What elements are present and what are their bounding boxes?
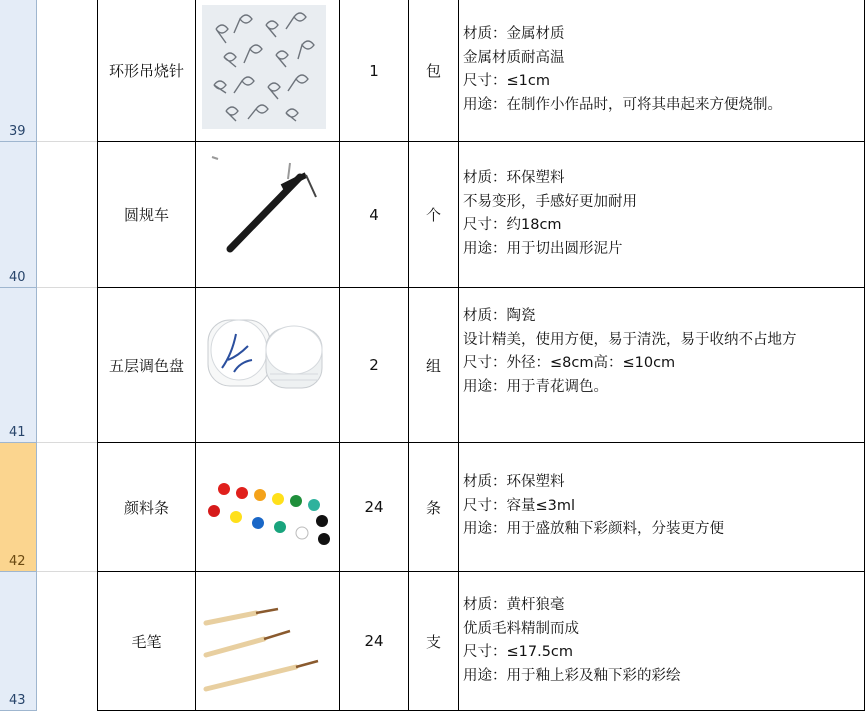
quantity: 4	[369, 205, 379, 224]
row-header-42[interactable]	[0, 443, 37, 572]
palette-stack-image	[204, 310, 334, 400]
item-image-cell[interactable]	[196, 0, 340, 142]
quantity-cell[interactable]	[340, 572, 409, 711]
quantity-cell[interactable]	[340, 443, 409, 572]
quantity: 24	[364, 498, 384, 516]
description-line: 用途：用于釉上彩及釉下彩的彩绘	[463, 667, 681, 684]
unit-cell[interactable]	[409, 443, 459, 572]
quantity-cell[interactable]	[340, 288, 409, 443]
description-line: 用途：在制作小作品时，可将其串起来方便烧制。	[463, 96, 782, 113]
row-header-43[interactable]	[0, 572, 37, 711]
quantity: 2	[369, 356, 379, 374]
description-line: 材质：金属材质	[463, 26, 565, 42]
gridline	[37, 287, 97, 288]
row-header-39[interactable]	[0, 0, 37, 142]
quantity: 1	[369, 61, 379, 80]
unit-cell[interactable]	[409, 142, 459, 288]
row-number: 43	[9, 693, 26, 708]
item-image-cell[interactable]	[196, 288, 340, 443]
gridline	[37, 571, 97, 572]
description-cell[interactable]	[459, 443, 865, 572]
description-line: 尺寸：外径：≤8cm高：≤10cm	[463, 355, 676, 371]
description-line: 尺寸：约18cm	[463, 217, 562, 233]
description-line: 优质毛料精制而成	[463, 620, 579, 637]
row-number: 41	[9, 425, 26, 440]
description-line: 材质：陶瓷	[463, 308, 536, 324]
description-cell[interactable]	[459, 572, 865, 711]
item-image-cell[interactable]	[196, 572, 340, 711]
item-name-cell[interactable]	[98, 0, 196, 142]
unit: 个	[425, 206, 441, 224]
quantity-cell[interactable]	[340, 0, 409, 142]
unit: 包	[425, 62, 441, 80]
gridline	[37, 141, 97, 142]
description-line: 材质：黄杆狼毫	[463, 597, 565, 613]
item-image-cell[interactable]	[196, 443, 340, 572]
description-line: 尺寸：容量≤3ml	[463, 497, 576, 514]
item-name-cell[interactable]	[98, 288, 196, 443]
description-cell[interactable]	[459, 142, 865, 288]
compass-cutter-image	[198, 145, 338, 285]
item-name-cell[interactable]	[98, 443, 196, 572]
gridline	[37, 442, 97, 443]
paint-pots-image	[200, 473, 340, 553]
description-line: 金属材质耐高温	[463, 49, 565, 66]
unit-cell[interactable]	[409, 572, 459, 711]
looped-pins-image	[202, 5, 326, 129]
row-header-41[interactable]	[0, 288, 37, 443]
item-name: 五层调色盘	[108, 356, 184, 375]
quantity: 24	[364, 632, 384, 650]
row-number: 39	[9, 124, 26, 139]
description-cell[interactable]	[459, 0, 865, 142]
quantity-cell[interactable]	[340, 142, 409, 288]
unit: 条	[425, 498, 441, 517]
item-name: 毛笔	[131, 632, 162, 651]
item-name-cell[interactable]	[98, 572, 196, 711]
item-name: 圆规车	[123, 206, 169, 224]
row-header-40[interactable]	[0, 142, 37, 288]
description-line: 尺寸：≤17.5cm	[463, 644, 574, 660]
unit-cell[interactable]	[409, 288, 459, 443]
description-line: 设计精美，使用方便，易于清洗，易于收纳不占地方	[463, 331, 797, 348]
description-line: 用途：用于盛放釉下彩颜料，分装更方便	[463, 521, 724, 537]
row-number: 40	[9, 270, 26, 285]
unit: 组	[425, 356, 441, 375]
brushes-image	[200, 577, 340, 707]
item-image-cell[interactable]	[196, 142, 340, 288]
unit: 支	[425, 632, 441, 651]
item-name: 环形吊烧针	[108, 62, 184, 80]
row-number: 42	[9, 554, 26, 569]
description-line: 材质：环保塑料	[463, 474, 565, 490]
description-line: 用途：用于切出圆形泥片	[463, 240, 623, 257]
item-name-cell[interactable]	[98, 142, 196, 288]
description-cell[interactable]	[459, 288, 865, 443]
description-line: 材质：环保塑料	[463, 170, 565, 186]
item-name: 颜料条	[123, 498, 169, 517]
description-line: 尺寸：≤1cm	[463, 73, 550, 89]
unit-cell[interactable]	[409, 0, 459, 142]
description-line: 用途：用于青花调色。	[463, 378, 608, 395]
description-line: 不易变形，手感好更加耐用	[463, 193, 637, 210]
